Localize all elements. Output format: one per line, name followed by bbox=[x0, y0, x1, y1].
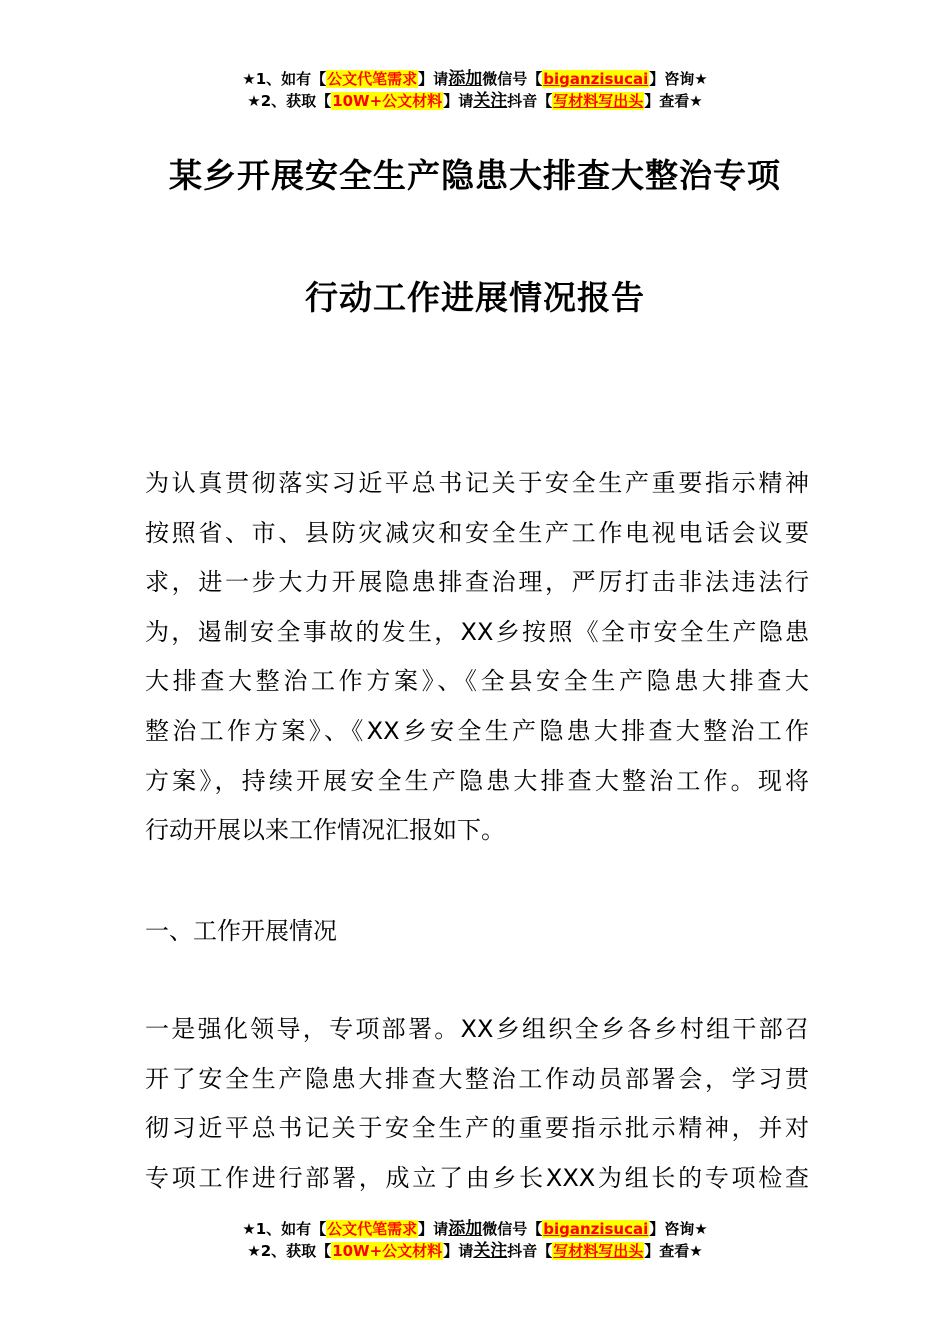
paragraph-line: 求，进一步大力开展隐患排查治理，严厉打击非法违法行 bbox=[145, 568, 809, 597]
bottom-notice bbox=[0, 1218, 950, 1262]
notice-line-2 bbox=[0, 90, 950, 112]
notice-line-2-highlight-douyin: 写材料写出头 bbox=[553, 1242, 644, 1260]
notice-line-2-highlight-douyin: 写材料写出头 bbox=[553, 92, 644, 110]
paragraph-line: 彻习近平总书记关于安全生产的重要指示批示精神，并对 bbox=[145, 1114, 809, 1143]
section-paragraph bbox=[145, 1005, 809, 1203]
notice-line-2-mid: 】请 bbox=[443, 1242, 474, 1260]
notice-line-1 bbox=[0, 1218, 950, 1240]
notice-line-2-mid2: 抖音【 bbox=[507, 92, 553, 110]
paragraph-line: 行动开展以来工作情况汇报如下。 bbox=[145, 816, 505, 845]
notice-line-1-prefix: ★1、如有【 bbox=[242, 70, 327, 88]
notice-line-2-mid: 】请 bbox=[443, 92, 474, 110]
notice-line-1-suffix: 】咨询★ bbox=[649, 1220, 708, 1238]
paragraph-line: 整治工作方案》、《XX乡安全生产隐患大排查大整治工作 bbox=[145, 716, 809, 745]
paragraph-line: 为认真贯彻落实习近平总书记关于安全生产重要指示精神 bbox=[145, 469, 809, 497]
notice-line-1-mid: 】请 bbox=[418, 1220, 449, 1238]
notice-line-2-highlight-materials: 10W+公文材料 bbox=[332, 1242, 443, 1260]
paragraph-line: 为，遏制安全事故的发生，XX乡按照《全市安全生产隐患 bbox=[145, 617, 809, 646]
notice-line-1 bbox=[0, 68, 950, 90]
notice-line-2-prefix: ★2、获取【 bbox=[247, 1242, 332, 1260]
notice-line-1-highlight-wechat: biganzisucai bbox=[543, 70, 649, 88]
notice-line-2-highlight-materials: 10W+公文材料 bbox=[332, 92, 443, 110]
notice-line-1-mid2: 微信号【 bbox=[482, 1220, 543, 1238]
document-title-line-1: 某乡开展安全生产隐患大排查大整治专项 bbox=[169, 156, 781, 195]
notice-line-2-mid2: 抖音【 bbox=[507, 1242, 553, 1260]
document-title-line-2: 行动工作进展情况报告 bbox=[305, 278, 645, 317]
notice-line-1-prefix: ★1、如有【 bbox=[242, 1220, 327, 1238]
paragraph-line: 方案》，持续开展安全生产隐患大排查大整治工作。现将 bbox=[145, 766, 809, 795]
paragraph-line: 专项工作进行部署，成立了由乡长XXX为组长的专项检查 bbox=[145, 1163, 809, 1192]
notice-line-1-highlight-wechat: biganzisucai bbox=[543, 1220, 649, 1238]
paragraph-line: 按照省、市、县防灾减灾和安全生产工作电视电话会议要 bbox=[145, 518, 809, 547]
notice-line-1-highlight-service: 公文代笔需求 bbox=[327, 70, 418, 88]
section-heading: 一、工作开展情况 bbox=[145, 917, 337, 945]
notice-line-1-emphasis: 添加 bbox=[448, 1219, 483, 1239]
paragraph-line: 开了安全生产隐患大排查大整治工作动员部署会，学习贯 bbox=[145, 1064, 809, 1093]
paragraph-line: 大排查大整治工作方案》、《全县安全生产隐患大排查大 bbox=[145, 667, 809, 696]
notice-line-1-highlight-service: 公文代笔需求 bbox=[327, 1220, 418, 1238]
notice-line-1-mid: 】请 bbox=[418, 70, 449, 88]
notice-line-1-emphasis: 添加 bbox=[448, 69, 483, 89]
notice-line-1-mid2: 微信号【 bbox=[482, 70, 543, 88]
paragraph-line: 一是强化领导，专项部署。XX乡组织全乡各乡村组干部召 bbox=[145, 1015, 809, 1043]
notice-line-2-suffix: 】查看★ bbox=[644, 92, 703, 110]
intro-paragraph bbox=[145, 459, 809, 856]
notice-line-2 bbox=[0, 1240, 950, 1262]
notice-line-1-suffix: 】咨询★ bbox=[649, 70, 708, 88]
top-notice bbox=[0, 68, 950, 112]
notice-line-2-emphasis: 关注 bbox=[473, 91, 508, 111]
notice-line-2-emphasis: 关注 bbox=[473, 1241, 508, 1261]
notice-line-2-suffix: 】查看★ bbox=[644, 1242, 703, 1260]
notice-line-2-prefix: ★2、获取【 bbox=[247, 92, 332, 110]
